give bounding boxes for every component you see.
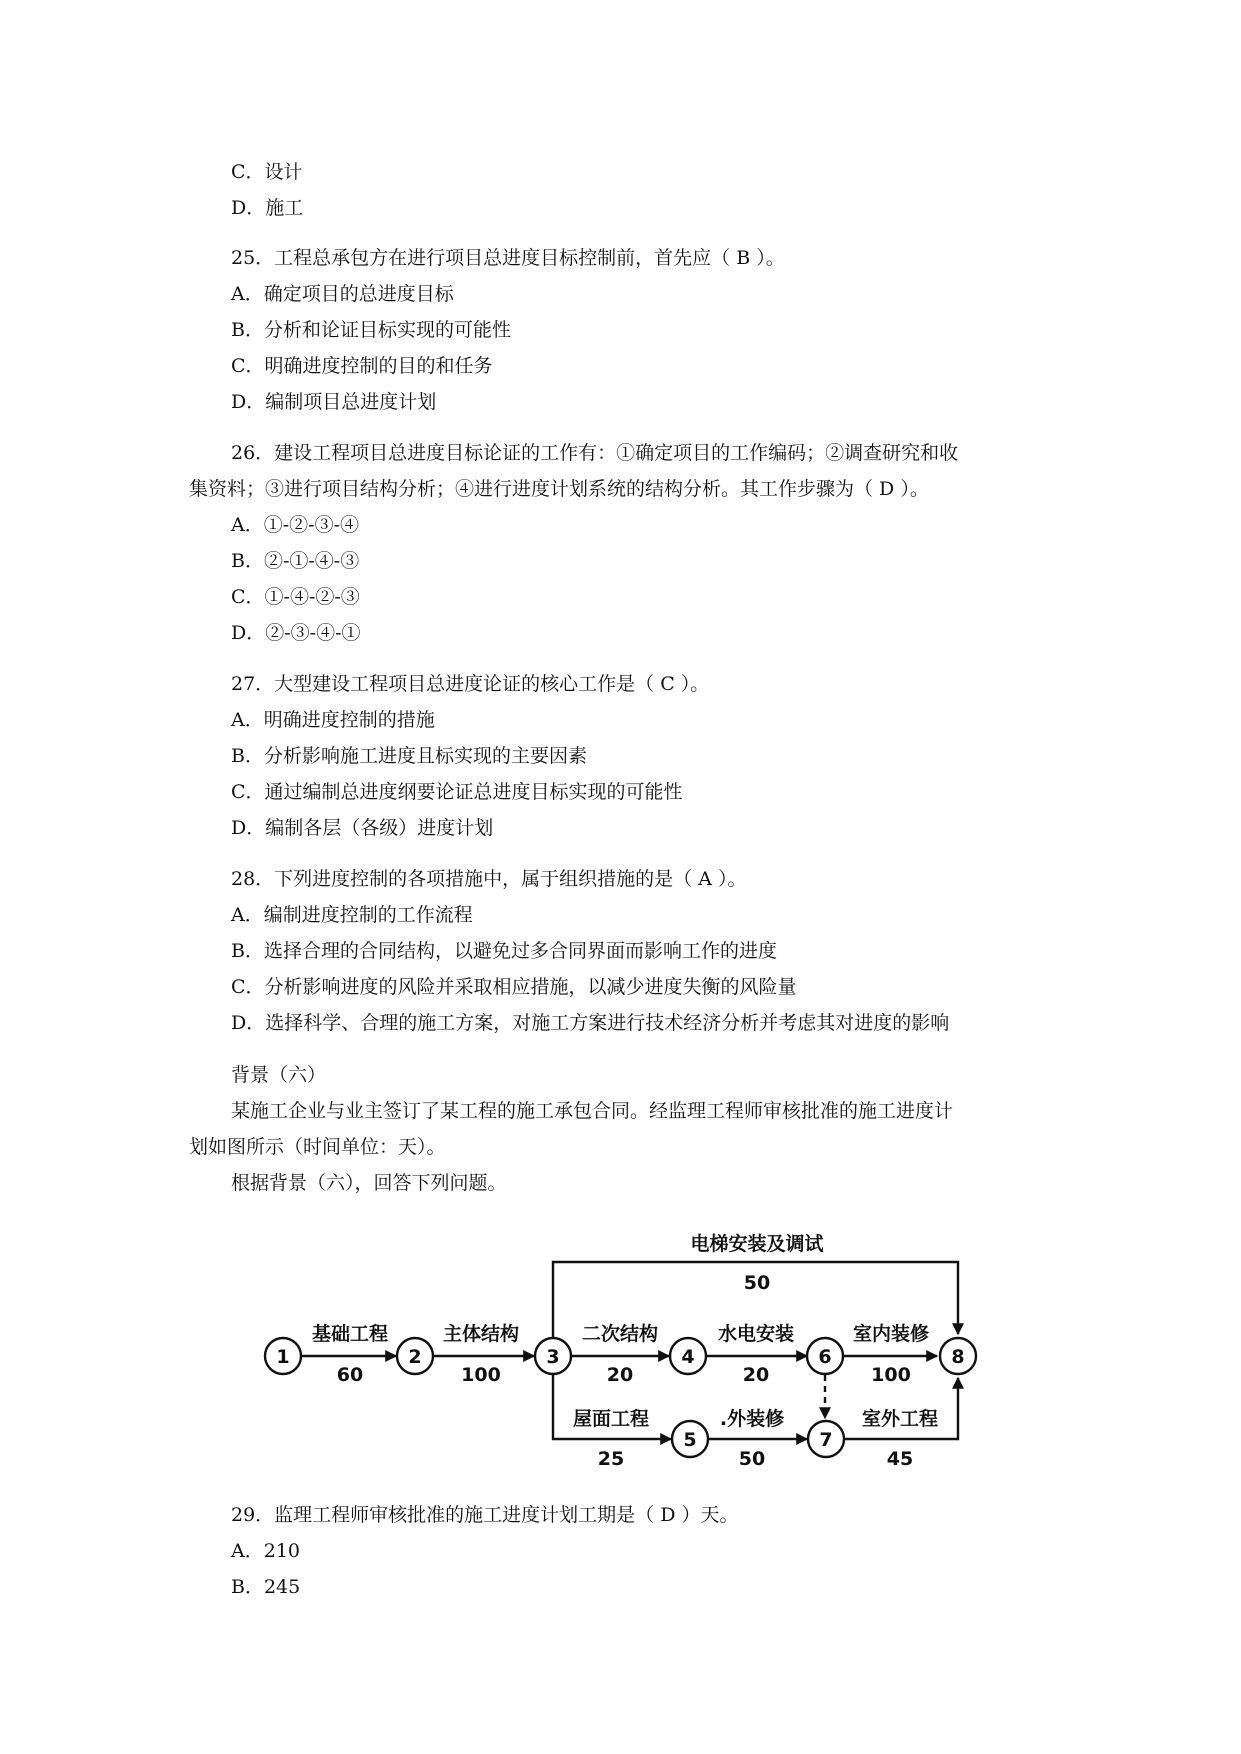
q25-stem: 25．工程总承包方在进行项目总进度目标控制前，首先应（ B ）。 [231, 247, 785, 269]
q25-option-b: B．分析和论证目标实现的可能性 [231, 319, 511, 341]
node-7-label: 7 [819, 1429, 833, 1451]
node-4-label: 4 [681, 1346, 695, 1368]
q26-option-b: B．②-①-④-③ [231, 550, 360, 572]
activity-outdoor-works-name: 室外工程 [861, 1408, 939, 1430]
background-para-line1: 某施工企业与业主签订了某工程的施工承包合同。经监理工程师审核批准的施工进度计 [231, 1100, 954, 1122]
activity-foundation-duration: 60 [336, 1364, 364, 1386]
activity-exterior-finish-duration: 50 [738, 1448, 766, 1470]
activity-roofing-duration: 25 [597, 1448, 625, 1470]
node-2-label: 2 [408, 1346, 422, 1368]
node-1-label: 1 [276, 1346, 290, 1368]
node-5-label: 5 [683, 1429, 697, 1451]
activity-elevator-duration: 50 [743, 1272, 771, 1294]
activity-roofing-name: 屋面工程 [572, 1408, 650, 1430]
q29-option-a: A．210 [231, 1540, 300, 1562]
q25-option-d: D．编制项目总进度计划 [231, 391, 437, 413]
activity-elevator-name: 电梯安装及调试 [690, 1233, 824, 1255]
q26-stem-line1: 26．建设工程项目总进度目标论证的工作有：①确定项目的工作编码；②调查研究和收 [231, 442, 959, 464]
background-heading: 背景（六） [231, 1064, 327, 1086]
q29-option-b: B．245 [231, 1576, 301, 1598]
q28-option-b: B．选择合理的合同结构，以避免过多合同界面而影响工作的进度 [231, 940, 777, 962]
activity-interior-duration: 100 [871, 1364, 911, 1386]
q27-option-b: B．分析影响施工进度且标实现的主要因素 [231, 745, 587, 767]
activity-secondary-structure-name: 二次结构 [581, 1323, 659, 1345]
activity-foundation-name: 基础工程 [311, 1323, 389, 1345]
q28-stem: 28．下列进度控制的各项措施中，属于组织措施的是（ A ）。 [231, 868, 747, 890]
activity-secondary-structure-duration: 20 [606, 1364, 634, 1386]
background-para-line2: 划如图所示（时间单位：天）。 [189, 1136, 446, 1158]
activity-main-structure-duration: 100 [461, 1364, 501, 1386]
q27-option-a: A．明确进度控制的措施 [231, 709, 435, 731]
q26-stem-line2: 集资料；③进行项目结构分析；④进行进度计划系统的结构分析。其工作步骤为（ D ）。 [189, 478, 929, 500]
activity-interior-name: 室内装修 [852, 1323, 930, 1345]
activity-plumbing-electric-name: 水电安装 [717, 1323, 795, 1345]
q26-option-c: C．①-④-②-③ [231, 586, 360, 608]
q28-option-a: A．编制进度控制的工作流程 [231, 904, 473, 926]
q27-option-c: C．通过编制总进度纲要论证总进度目标实现的可能性 [231, 781, 683, 803]
activity-outdoor-works-duration: 45 [886, 1448, 914, 1470]
q25-option-a: A．确定项目的总进度目标 [231, 283, 454, 305]
background-instruction: 根据背景（六），回答下列问题。 [231, 1172, 507, 1194]
q28-option-d: D．选择科学、合理的施工方案，对施工方案进行技术经济分析并考虑其对进度的影响 [231, 1012, 950, 1034]
q24-option-c: C．设计 [231, 161, 303, 183]
activity-main-structure-name: 主体结构 [442, 1323, 520, 1345]
q26-option-d: D．②-③-④-① [231, 622, 361, 644]
activity-plumbing-electric-duration: 20 [742, 1364, 770, 1386]
q26-option-a: A．①-②-③-④ [231, 514, 359, 536]
activity-exterior-finish-name: .外装修 [719, 1408, 785, 1430]
q27-option-d: D．编制各层（各级）进度计划 [231, 817, 494, 839]
q29-stem: 29．监理工程师审核批准的施工进度计划工期是（ D ）天。 [231, 1504, 739, 1526]
node-3-label: 3 [546, 1346, 560, 1368]
node-6-label: 6 [818, 1346, 832, 1368]
q27-stem: 27．大型建设工程项目总进度论证的核心工作是（ C ）。 [231, 673, 710, 695]
q28-option-c: C．分析影响进度的风险并采取相应措施，以减少进度失衡的风险量 [231, 976, 797, 998]
q24-option-d: D．施工 [231, 197, 304, 219]
node-8-label: 8 [951, 1346, 965, 1368]
q25-option-c: C．明确进度控制的目的和任务 [231, 355, 493, 377]
